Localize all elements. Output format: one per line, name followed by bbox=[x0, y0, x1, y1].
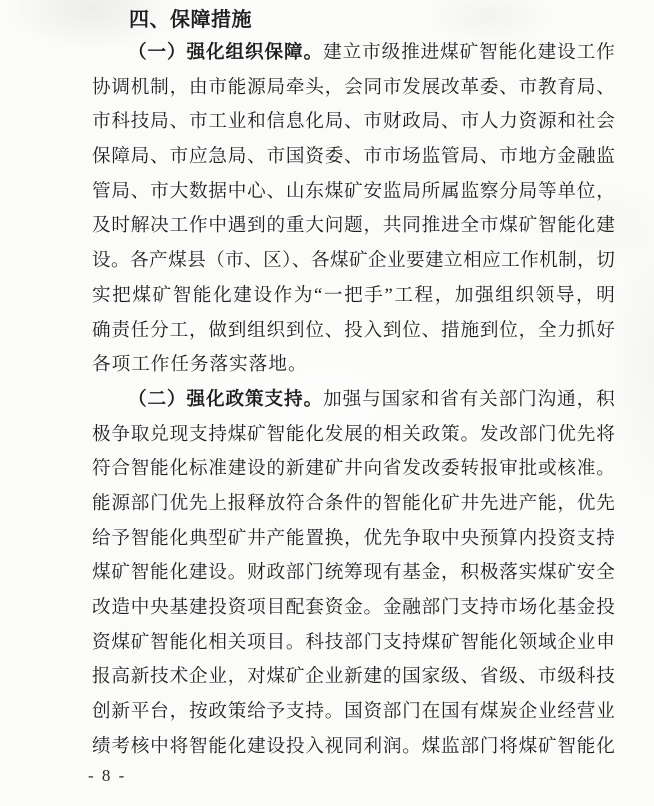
text-line: 符合智能化标准建设的新建矿井向省发改委转报审批或核准。 bbox=[92, 458, 615, 480]
text-line: 能源部门优先上报释放符合条件的智能化矿井先进产能，优先 bbox=[92, 492, 615, 514]
paragraph-lead: （一）强化组织保障。 bbox=[128, 42, 324, 63]
text-line: 资煤矿智能化相关项目。科技部门支持煤矿智能化领域企业申 bbox=[92, 631, 615, 653]
text-line: 各项工作任务落实落地。 bbox=[92, 354, 308, 376]
text-line: 极争取兑现支持煤矿智能化发展的相关政策。发改部门优先将 bbox=[92, 423, 615, 445]
text-line: 报高新技术企业，对煤矿企业新建的国家级、省级、市级科技 bbox=[92, 666, 615, 688]
text-line: 绩考核中将智能化建设投入视同利润。煤监部门将煤矿智能化 bbox=[92, 735, 615, 757]
document-body bbox=[92, 36, 615, 764]
text-line: （一）强化组织保障。建立市级推进煤矿智能化建设工作 bbox=[128, 42, 615, 63]
text-line: 改造中央基建投资项目配套资金。金融部门支持市场化基金投 bbox=[92, 597, 615, 618]
section-heading: 四、保障措施 bbox=[129, 9, 252, 31]
text-line: 协调机制，由市能源局牵头，会同市发展改革委、市教育局、 bbox=[92, 76, 615, 98]
text-line: （二）强化政策支持。加强与国家和省有关部门沟通，积 bbox=[128, 388, 615, 410]
text-line: 设。各产煤县（市、区）、各煤矿企业要建立相应工作机制，切 bbox=[92, 250, 615, 272]
paragraph-lead: （二）强化政策支持。 bbox=[128, 388, 324, 410]
text-line: 管局、市大数据中心、山东煤矿安监局所属监察分局等单位， bbox=[92, 180, 615, 202]
text-line: 创新平台，按政策给予支持。国资部门在国有煤炭企业经营业 bbox=[92, 701, 615, 723]
document-content bbox=[92, 4, 615, 764]
text-line: 给予智能化典型矿井产能置换，优先争取中央预算内投资支持 bbox=[92, 527, 615, 549]
text-line: 实把煤矿智能化建设作为“一把手”工程，加强组织领导，明 bbox=[92, 284, 615, 306]
text-line: 及时解决工作中遇到的重大问题，共同推进全市煤矿智能化建 bbox=[92, 215, 615, 237]
page-number: - 8 - bbox=[88, 766, 127, 785]
text-line: 保障局、市应急局、市国资委、市市场监管局、市地方金融监 bbox=[92, 146, 615, 168]
text-line: 市科技局、市工业和信息化局、市财政局、市人力资源和社会 bbox=[92, 111, 615, 133]
text-line: 煤矿智能化建设。财政部门统筹现有基金，积极落实煤矿安全 bbox=[92, 562, 615, 584]
text-line: 确责任分工，做到组织到位、投入到位、措施到位，全力抓好 bbox=[92, 319, 615, 341]
